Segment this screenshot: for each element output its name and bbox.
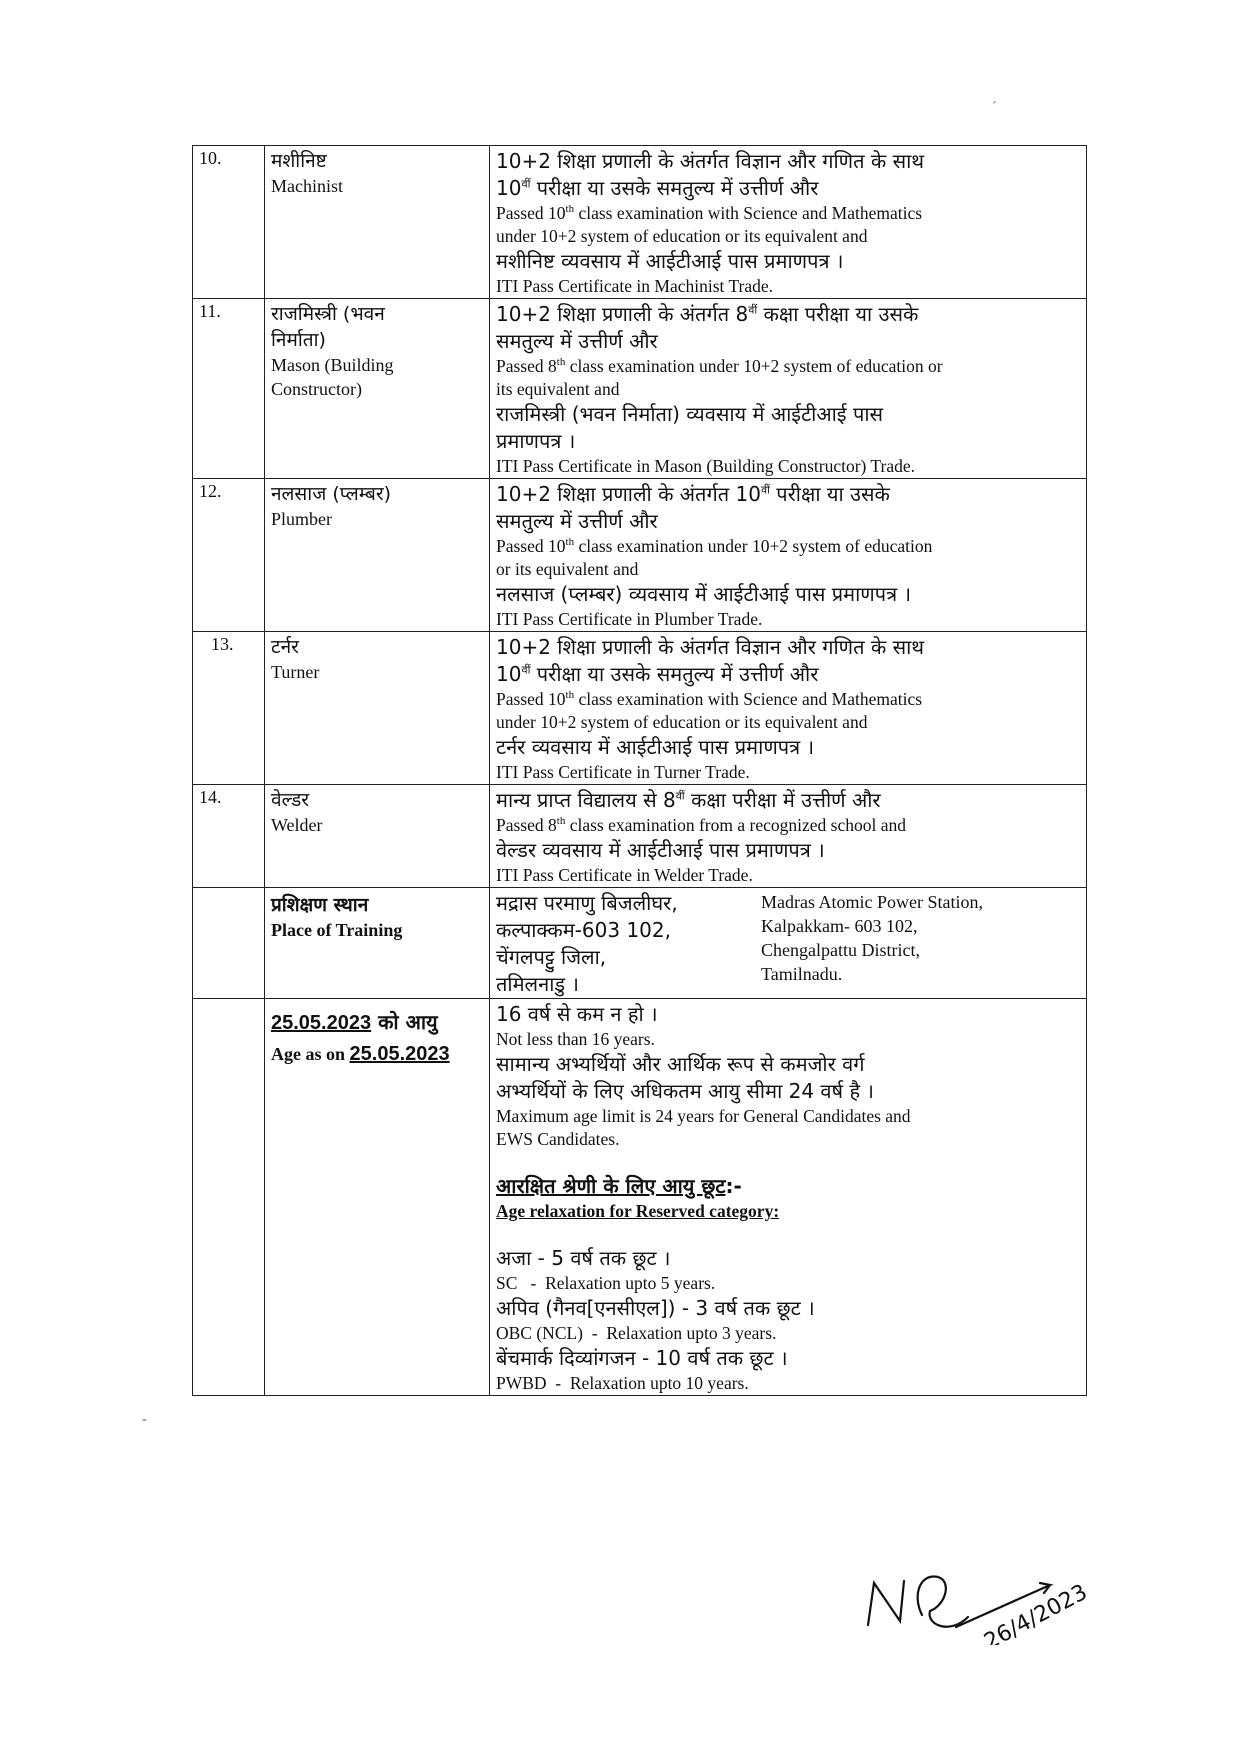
address-hi-line: तमिलनाडु ।: [496, 972, 580, 996]
address-en-line: Tamilnadu.: [761, 964, 843, 984]
age-label-hi-suffix: को आयु: [371, 1010, 438, 1034]
qualification-line-en: ITI Pass Certificate in Mason (Building Constructor) Trade.: [496, 456, 915, 476]
place-label-hi: प्रशिक्षण स्थान: [271, 894, 369, 916]
empty-num-cell: [193, 888, 265, 999]
trade-name-cell: [265, 785, 490, 888]
age-date-en: 25.05.2023: [349, 1043, 450, 1065]
place-address-cell: [490, 888, 1087, 999]
scan-mark: ˊ: [992, 100, 997, 115]
qualification-line-hi: मान्य प्राप्त विद्यालय से $8^{वीं}$ कक्षा परीक्षा में उत्तीर्ण और: [496, 788, 881, 812]
qualification-cell: [490, 299, 1087, 479]
age-label-en-prefix: Age as on: [271, 1044, 350, 1064]
handwritten-signature: [860, 1555, 1140, 1645]
trade-name-en: Mason (Building Constructor): [271, 355, 394, 399]
eligibility-table: [192, 145, 1087, 1396]
trade-row: [193, 785, 1087, 888]
relaxation-heading-hi-suffix: :-: [725, 1174, 742, 1198]
serial-number: 10.: [193, 146, 265, 299]
qualification-line-hi: वेल्डर व्यवसाय में आईटीआई पास प्रमाणपत्र ।: [496, 838, 825, 862]
qualification-line-en: Passed 8th class examination under 10+2 system of education or: [496, 356, 943, 376]
trade-name-hi: मशीनिष्ट: [271, 150, 327, 172]
age-row: [193, 999, 1087, 1396]
scan-mark: -: [142, 1412, 147, 1427]
min-age-en: Not less than 16 years.: [496, 1029, 655, 1049]
trade-name-hi: नलसाज (प्लम्बर): [271, 483, 392, 505]
qualification-line-en: Passed 10th class examination with Science and Mathematics: [496, 689, 923, 709]
trade-name-en: Machinist: [271, 176, 343, 196]
age-label-hi: [271, 1001, 483, 1038]
qualification-line-en: its equivalent and: [496, 379, 620, 399]
qualification-line-hi: $10^{वीं}$ परीक्षा या उसके समतुल्य में उत्तीर्ण और: [496, 662, 819, 686]
place-label-en: Place of Training: [271, 920, 403, 940]
empty-num-cell: [193, 999, 265, 1396]
qualification-cell: [490, 479, 1087, 632]
trade-name-en: Turner: [271, 662, 320, 682]
qualification-line-en: ITI Pass Certificate in Welder Trade.: [496, 865, 753, 885]
relaxation-sc-en: SC - Relaxation upto 5 years.: [496, 1273, 716, 1293]
trade-name-en: Plumber: [271, 509, 332, 529]
relaxation-pwbd-en: PWBD - Relaxation upto 10 years.: [496, 1373, 749, 1393]
qualification-line-hi: प्रमाणपत्र ।: [496, 429, 576, 453]
qualification-line-hi: समतुल्य में उत्तीर्ण और: [496, 329, 658, 353]
qualification-line-hi: 10+2 शिक्षा प्रणाली के अंतर्गत $8^{वीं}$ कक्षा परीक्षा या उसके: [496, 302, 919, 326]
place-label-cell: [265, 888, 490, 999]
qualification-line-en: ITI Pass Certificate in Turner Trade.: [496, 762, 750, 782]
address-hindi: [496, 890, 761, 998]
min-age-hi: 16 वर्ष से कम न हो ।: [496, 1002, 658, 1026]
trade-name-en: Welder: [271, 815, 323, 835]
place-of-training-row: [193, 888, 1087, 999]
relaxation-pwbd-hi: बेंचमार्क दिव्यांगजन - 10 वर्ष तक छूट ।: [496, 1346, 788, 1370]
max-age-hi: अभ्यर्थियों के लिए अधिकतम आयु सीमा 24 वर्ष है ।: [496, 1079, 875, 1103]
qualification-line-en: Passed 10th class examination under 10+2 system of education: [496, 536, 933, 556]
qualification-line-en: Passed 8th class examination from a recognized school and: [496, 815, 906, 835]
relaxation-sc-hi: अजा - 5 वर्ष तक छूट ।: [496, 1246, 671, 1270]
relaxation-obc-hi: अपिव (गैनव[एनसीएल]) - 3 वर्ष तक छूट ।: [496, 1296, 815, 1320]
age-label-cell: [265, 999, 490, 1396]
max-age-hi: सामान्य अभ्यर्थियों और आर्थिक रूप से कमजोर वर्ग: [496, 1052, 865, 1076]
address-en-line: Chengalpattu District,: [761, 940, 920, 960]
address-en-line: Madras Atomic Power Station,: [761, 892, 983, 912]
age-details-cell: [490, 999, 1087, 1396]
qualification-line-hi: $10^{वीं}$ परीक्षा या उसके समतुल्य में उत्तीर्ण और: [496, 176, 819, 200]
address-hi-line: मद्रास परमाणु बिजलीघर,: [496, 891, 678, 915]
relaxation-heading-hi-text: आरक्षित श्रेणी के लिए आयु छूट: [496, 1174, 726, 1198]
relaxation-heading-en: Age relaxation for Reserved category:: [496, 1201, 780, 1221]
qualification-line-en: ITI Pass Certificate in Plumber Trade.: [496, 609, 763, 629]
qualification-line-en: under 10+2 system of education or its equivalent and: [496, 226, 868, 246]
qualification-line-hi: 10+2 शिक्षा प्रणाली के अंतर्गत $10^{वीं}$ परीक्षा या उसके: [496, 482, 890, 506]
trade-name-cell: [265, 299, 490, 479]
qualification-line-hi: 10+2 शिक्षा प्रणाली के अंतर्गत विज्ञान और गणित के साथ: [496, 149, 925, 173]
qualification-line-en: or its equivalent and: [496, 559, 639, 579]
trade-row: [193, 299, 1087, 479]
age-date-hi: 25.05.2023: [271, 1012, 372, 1034]
serial-number: 12.: [193, 479, 265, 632]
trade-name-hi: टर्नर: [271, 636, 299, 658]
qualification-cell: [490, 785, 1087, 888]
trade-row: [193, 146, 1087, 299]
max-age-en: Maximum age limit is 24 years for General Candidates and: [496, 1106, 911, 1126]
qualification-cell: [490, 632, 1087, 785]
trade-name-hi: वेल्डर: [271, 789, 310, 811]
qualification-line-hi: राजमिस्त्री (भवन निर्माता) व्यवसाय में आईटीआई पास: [496, 402, 884, 426]
qualification-line-en: ITI Pass Certificate in Machinist Trade.: [496, 276, 774, 296]
qualification-line-hi: टर्नर व्यवसाय में आईटीआई पास प्रमाणपत्र ।: [496, 735, 815, 759]
trade-name-cell: [265, 146, 490, 299]
signature-icon: [860, 1555, 1140, 1645]
address-en-line: Kalpakkam- 603 102,: [761, 916, 918, 936]
qualification-line-hi: नलसाज (प्लम्बर) व्यवसाय में आईटीआई पास प्रमाणपत्र ।: [496, 582, 912, 606]
trade-row: [193, 632, 1087, 785]
trade-name-cell: [265, 479, 490, 632]
qualification-cell: [490, 146, 1087, 299]
signature-date: 26/4/2023: [980, 1579, 1092, 1645]
age-label-en: [271, 1038, 483, 1070]
relaxation-obc-en: OBC (NCL) - Relaxation upto 3 years.: [496, 1323, 777, 1343]
address-hi-line: कल्पाक्कम-603 102,: [496, 918, 671, 942]
qualification-line-en: Passed 10th class examination with Science and Mathematics: [496, 203, 923, 223]
trade-name-cell: [265, 632, 490, 785]
address-english: [761, 890, 1080, 998]
address-hi-line: चेंगलपट्टु जिला,: [496, 945, 607, 969]
qualification-line-en: under 10+2 system of education or its equivalent and: [496, 712, 868, 732]
trade-name-hi: राजमिस्त्री (भवन निर्माता): [271, 303, 385, 351]
serial-number: 14.: [193, 785, 265, 888]
serial-number: 11.: [193, 299, 265, 479]
max-age-en: EWS Candidates.: [496, 1129, 620, 1149]
serial-number: 13.: [193, 632, 265, 785]
qualification-line-hi: समतुल्य में उत्तीर्ण और: [496, 509, 658, 533]
trade-row: [193, 479, 1087, 632]
qualification-line-hi: 10+2 शिक्षा प्रणाली के अंतर्गत विज्ञान और गणित के साथ: [496, 635, 925, 659]
qualification-line-hi: मशीनिष्ट व्यवसाय में आईटीआई पास प्रमाणपत्र ।: [496, 249, 844, 273]
relaxation-heading-hi: [496, 1173, 1080, 1200]
